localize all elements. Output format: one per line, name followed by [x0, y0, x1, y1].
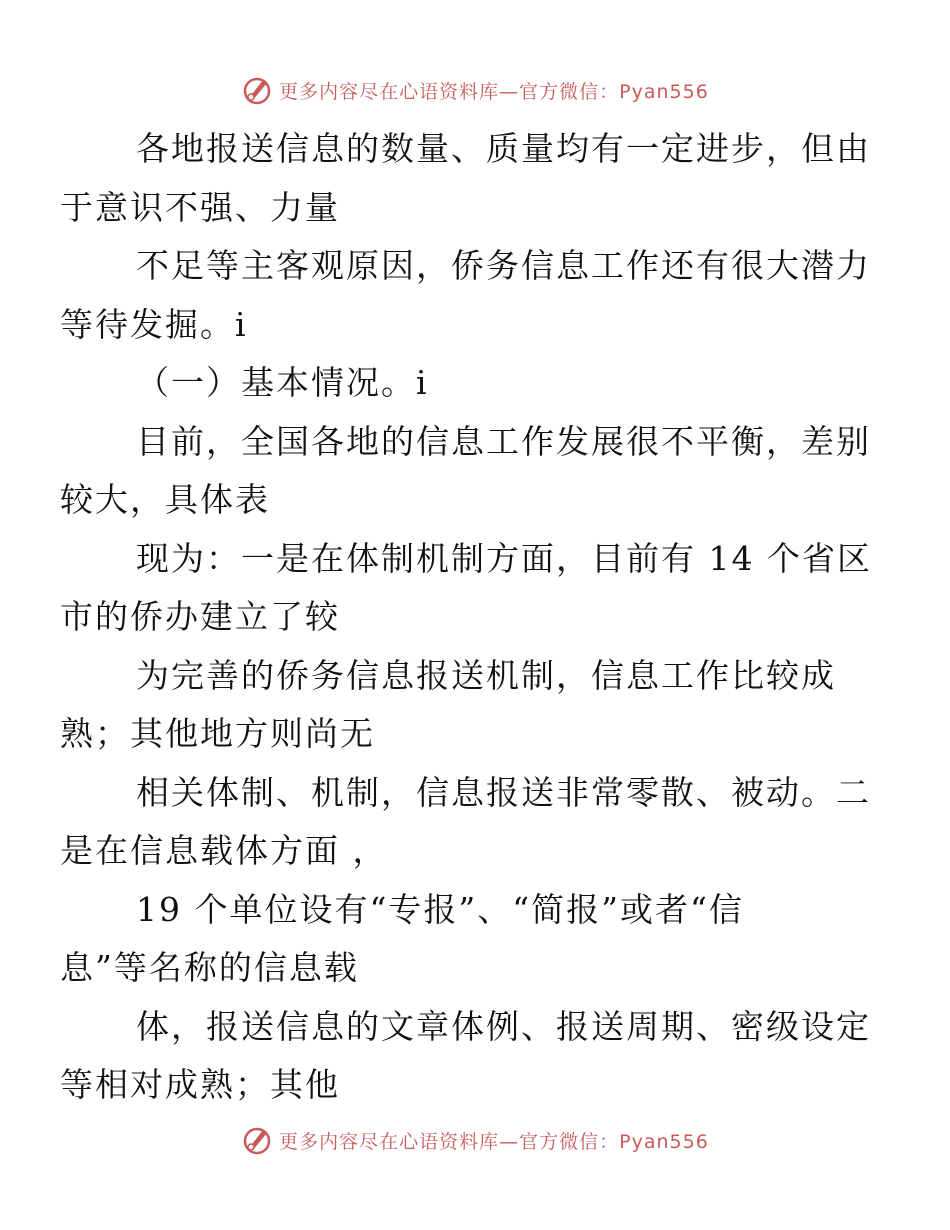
paragraph-6 [0, 764, 950, 881]
paragraph-3-line-2: 较大，具体表 [60, 480, 270, 519]
paragraph-8-line-2: 等相对成熟；其他 [60, 1065, 340, 1104]
paragraph-2-line-1: 不足等主客观原因，侨务信息工作还有很大潜力 [136, 246, 871, 285]
paragraph-7 [0, 881, 950, 998]
paragraph-1 [0, 120, 950, 237]
paragraph-1-line-1: 各地报送信息的数量、质量均有一定进步，但由 [136, 129, 871, 168]
paragraph-6-line-2: 是在信息载体方面 ， [60, 831, 388, 870]
paragraph-3-line-1: 目前，全国各地的信息工作发展很不平衡，差别 [136, 421, 871, 461]
paragraph-7-line-1: 19 个单位设有“专报”、“简报”或者“信 [136, 889, 744, 929]
paragraph-5-line-1: 为完善的侨务信息报送机制，信息工作比较成 [136, 655, 836, 695]
paragraph-2-line-2: 等待发掘。i [60, 304, 248, 344]
watermark-text: 更多内容尽在心语资料库—官方微信：Pyan556 [279, 80, 709, 103]
paragraph-2 [0, 237, 950, 354]
paragraph-7-line-2: 息”等名称的信息载 [60, 948, 359, 987]
paragraph-6-line-1: 相关体制、机制，信息报送非常零散、被动。二 [136, 772, 871, 812]
header-watermark [0, 72, 950, 108]
paragraph-5-line-2: 熟；其他地方则尚无 [60, 714, 375, 753]
paragraph-3 [0, 413, 950, 530]
paragraph-5 [0, 647, 950, 764]
watermark-text: 更多内容尽在心语资料库—官方微信：Pyan556 [279, 1130, 709, 1153]
quill-pen-seal-icon [241, 1124, 273, 1156]
paragraph-8 [0, 998, 950, 1115]
paragraph-8-line-1: 体，报送信息的文章体例、报送周期、密级设定 [136, 1006, 871, 1046]
paragraph-4 [0, 530, 950, 647]
section-heading [0, 354, 950, 413]
paragraph-1-line-2: 于意识不强、力量 [60, 187, 340, 227]
paragraph-4-line-1: 现为：一是在体制机制方面，目前有 14 个省区 [136, 538, 872, 578]
section-heading-text: （一）基本情况。i [136, 363, 429, 402]
document-body [0, 120, 950, 1115]
quill-pen-seal-icon [241, 74, 273, 106]
footer-watermark [0, 1122, 950, 1158]
paragraph-4-line-2: 市的侨办建立了较 [60, 597, 340, 636]
